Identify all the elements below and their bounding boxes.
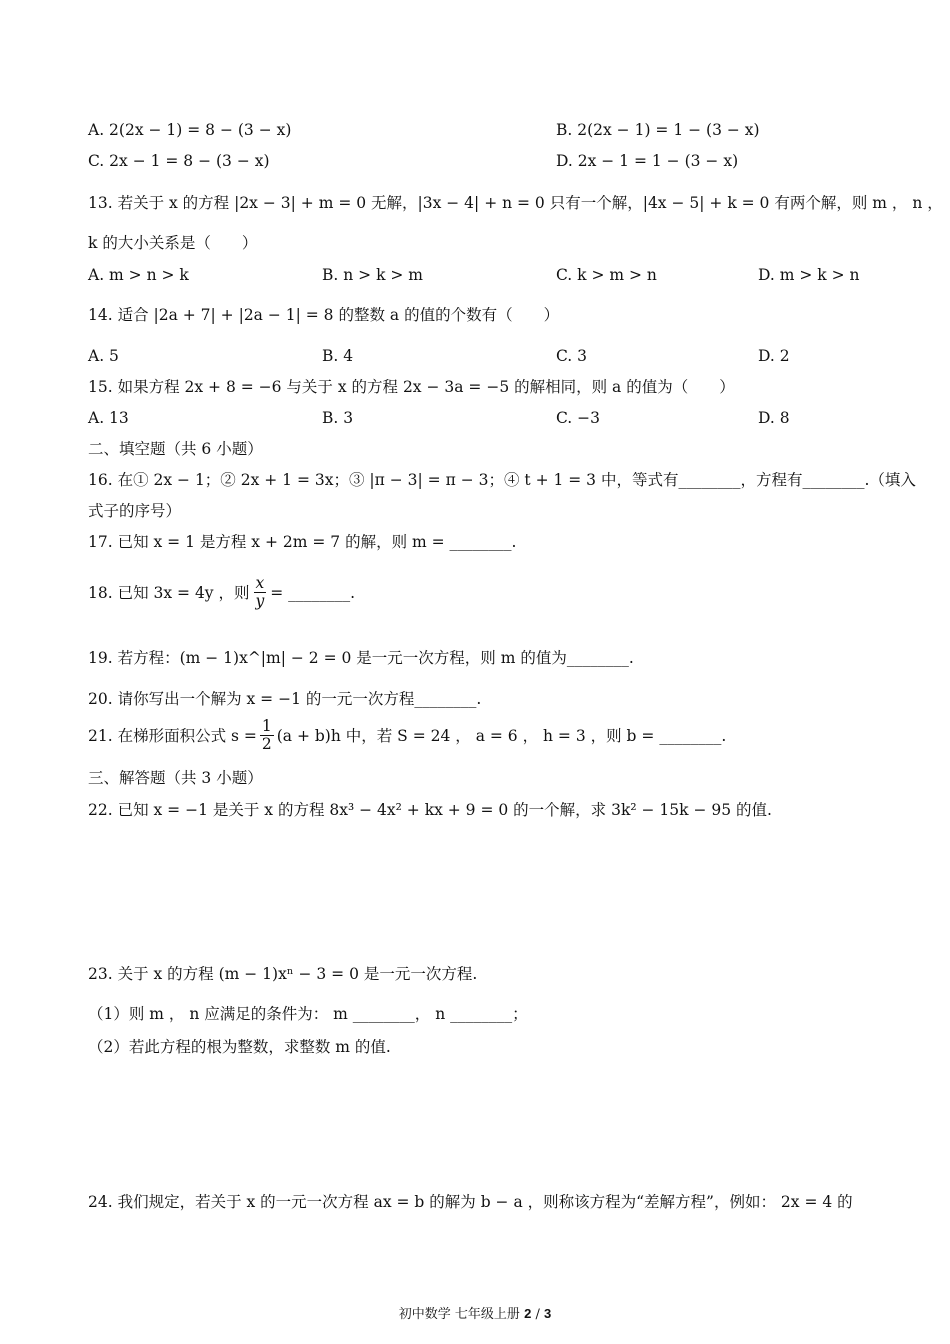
q21-stem [88, 718, 726, 753]
q16-stem-line2: 式子的序号） [88, 502, 182, 520]
q14-option-d: D. 2 [758, 347, 790, 365]
section-answer-heading: 三、解答题（共 3 小题） [88, 769, 263, 787]
q21-suffix: (a + b)h 中，若 S = 24 ， a = 6 ， h = 3 ，则 b = ________. [276, 726, 727, 745]
q18-stem [88, 575, 355, 610]
footer-text: 初中数学 七年级上册 [398, 1307, 520, 1322]
q12-option-a: A. 2(2x − 1) = 8 − (3 − x) [88, 121, 292, 139]
q21-denominator: 2 [261, 735, 272, 753]
q18-denominator: y [255, 592, 265, 610]
q23-part2: （2）若此方程的根为整数，求整数 m 的值. [88, 1038, 391, 1056]
q20-stem: 20. 请你写出一个解为 x = −1 的一元一次方程________. [88, 690, 482, 708]
q13-option-a: A. m > n > k [88, 266, 189, 284]
q15-option-d: D. 8 [758, 409, 790, 427]
q18-prefix: 18. 已知 3x = 4y ，则 [88, 583, 250, 602]
q12-option-d: D. 2x − 1 = 1 − (3 − x) [556, 152, 739, 170]
q12-option-c: C. 2x − 1 = 8 − (3 − x) [88, 152, 270, 170]
q22-stem: 22. 已知 x = −1 是关于 x 的方程 8x³ − 4x² + kx + 9 = 0 的一个解，求 3k² − 15k − 95 的值. [88, 801, 772, 819]
q13-option-c: C. k > m > n [556, 266, 657, 284]
q18-fraction [254, 575, 267, 610]
q12-option-b: B. 2(2x − 1) = 1 − (3 − x) [556, 121, 760, 139]
q15-stem: 15. 如果方程 2x + 8 = −6 与关于 x 的方程 2x − 3a = −5 的解相同，则 a 的值为（ ） [88, 378, 735, 396]
q13-stem-line1: 13. 若关于 x 的方程 |2x − 3| + m = 0 无解，|3x − 4| + n = 0 只有一个解，|4x − 5| + k = 0 有两个解，则 m ， n ， [88, 194, 943, 212]
q21-prefix: 21. 在梯形面积公式 s = [88, 726, 257, 745]
q21-numerator: 1 [261, 717, 272, 735]
q19-stem: 19. 若方程：(m − 1)x^|m| − 2 = 0 是一元一次方程，则 m 的值为________. [88, 649, 634, 667]
q13-option-d: D. m > k > n [758, 266, 860, 284]
q16-stem-line1: 16. 在① 2x − 1；② 2x + 1 = 3x；③ |π − 3| = π − 3；④ t + 1 = 3 中，等式有________，方程有________.（填入 [88, 471, 916, 489]
q18-suffix: = ________. [270, 583, 356, 602]
q14-option-b: B. 4 [322, 347, 354, 365]
q14-option-a: A. 5 [88, 347, 119, 365]
q21-fraction [260, 718, 274, 753]
q15-option-a: A. 13 [88, 409, 129, 427]
q23-stem: 23. 关于 x 的方程 (m − 1)xⁿ − 3 = 0 是一元一次方程. [88, 965, 478, 983]
q15-option-b: B. 3 [322, 409, 354, 427]
footer-page-number: 2 [524, 1306, 532, 1321]
page-footer [0, 1303, 950, 1322]
q23-part1: （1）则 m ， n 应满足的条件为： m ________， n ________； [88, 1005, 528, 1023]
q13-stem-line2: k 的大小关系是（ ） [88, 234, 258, 252]
q17-stem: 17. 已知 x = 1 是方程 x + 2m = 7 的解，则 m = ________. [88, 533, 517, 551]
q15-option-c: C. −3 [556, 409, 601, 427]
q14-stem: 14. 适合 |2a + 7| + |2a − 1| = 8 的整数 a 的值的个数有（ ） [88, 306, 560, 324]
footer-separator: / [535, 1307, 540, 1322]
q18-numerator: x [255, 574, 265, 592]
q13-option-b: B. n > k > m [322, 266, 423, 284]
footer-total-pages: 3 [543, 1306, 552, 1321]
section-fill-in-heading: 二、填空题（共 6 小题） [88, 440, 263, 458]
q14-option-c: C. 3 [556, 347, 588, 365]
q24-stem: 24. 我们规定，若关于 x 的一元一次方程 ax = b 的解为 b − a ，则称该方程为“差解方程”，例如： 2x = 4 的 [88, 1193, 853, 1211]
